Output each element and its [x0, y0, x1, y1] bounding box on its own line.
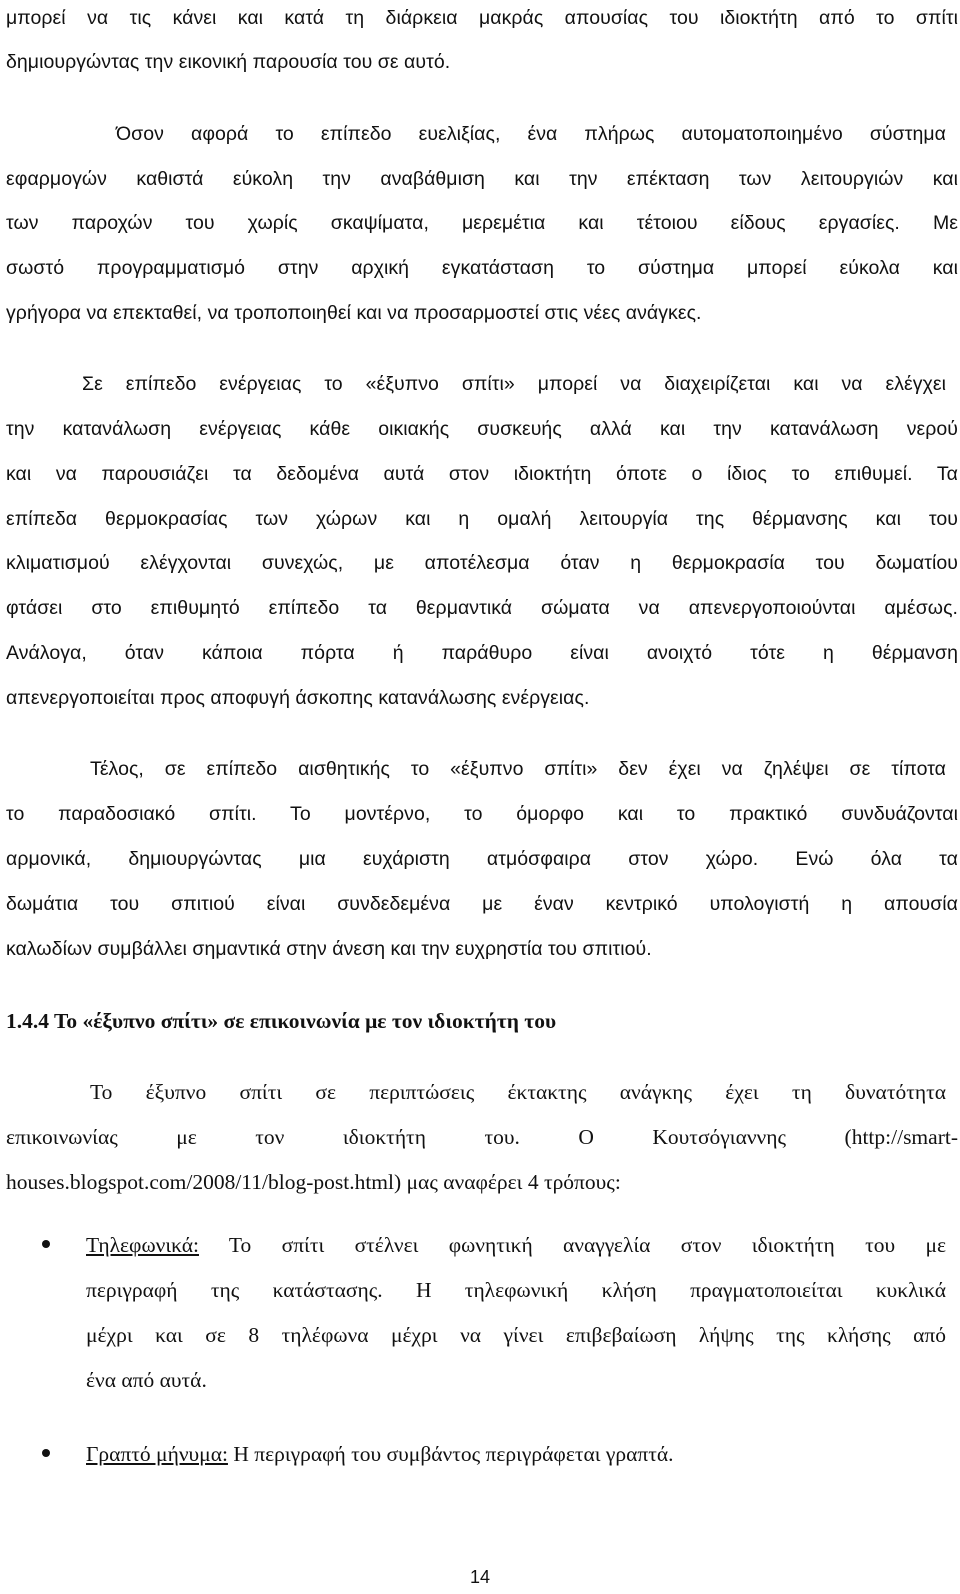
paragraph-line: εφαρμογών καθιστά εύκολη την αναβάθμιση και την επέκταση των λειτουργιών και: [6, 168, 958, 190]
paragraph-line: το παραδοσιακό σπίτι. Το μοντέρνο, το όμορφο και το πρακτικό συνδυάζονται: [6, 803, 958, 825]
paragraph-line: σωστό προγραμματισμό στην αρχική εγκατάσταση το σύστημα μπορεί εύκολα και: [6, 257, 958, 279]
paragraph-line: απενεργοποιείται προς αποφυγή άσκοπης κατανάλωσης ενέργειας.: [6, 687, 590, 709]
bullet-text: Η περιγραφή του συμβάντος περιγράφεται γραπτά.: [227, 1442, 674, 1466]
paragraph-line: houses.blogspot.com/2008/11/blog-post.html) μας αναφέρει 4 τρόπους:: [6, 1170, 621, 1194]
bullet-first-line: [86, 1230, 946, 1260]
paragraph-line: την κατανάλωση ενέργειας κάθε οικιακής συσκευής αλλά και την κατανάλωση νερού: [6, 418, 958, 440]
paragraph-line: και να παρουσιάζει τα δεδομένα αυτά στον ιδιοκτήτη όποτε ο ίδιος το επιθυμεί. Τα: [6, 463, 958, 485]
paragraph-line: δημιουργώντας την εικονική παρουσία του σε αυτό.: [6, 51, 451, 73]
paragraph-line: γρήγορα να επεκταθεί, να τροποποιηθεί και να προσαρμοστεί στις νέες ανάγκες.: [6, 302, 702, 324]
paragraph-line: Όσον αφορά το επίπεδο ευελιξίας, ένα πλήρως αυτοματοποιημένο σύστημα: [116, 123, 946, 145]
paragraph-line: μπορεί να τις κάνει και κατά τη διάρκεια μακράς απουσίας του ιδιοκτήτη από το σπίτι: [6, 7, 958, 29]
bullet-line: μέχρι και σε 8 τηλέφωνα μέχρι να γίνει επιβεβαίωση λήψης της κλήσης από: [86, 1323, 946, 1347]
bullet-dot-icon: [42, 1449, 50, 1457]
paragraph-line: Τέλος, σε επίπεδο αισθητικής το «έξυπνο σπίτι» δεν έχει να ζηλέψει σε τίποτα: [90, 758, 946, 780]
paragraph-line: Το έξυπνο σπίτι σε περιπτώσεις έκτακτης ανάγκης έχει τη δυνατότητα: [90, 1080, 946, 1104]
paragraph-line: Ανάλογα, όταν κάποια πόρτα ή παράθυρο είναι ανοιχτό τότε η θέρμανση: [6, 642, 958, 664]
paragraph-line: επικοινωνίας με τον ιδιοκτήτη του. Ο Κουτσόγιαννης (http://smart-: [6, 1125, 958, 1149]
bullet-dot-icon: [42, 1240, 50, 1248]
paragraph-line: κλιματισμού ελέγχονται συνεχώς, με αποτέλεσμα όταν η θερμοκρασία του δωματίου: [6, 552, 958, 574]
paragraph-line: Σε επίπεδο ενέργειας το «έξυπνο σπίτι» μπορεί να διαχειρίζεται και να ελέγχει: [82, 373, 946, 395]
paragraph-line: δωμάτια του σπιτιού είναι συνδεδεμένα με έναν κεντρικό υπολογιστή η απουσία: [6, 893, 958, 915]
bullet-term: Τηλεφωνικά:: [86, 1233, 199, 1257]
paragraph-line: αρμονικά, δημιουργώντας μια ευχάριστη ατμόσφαιρα στον χώρο. Ενώ όλα τα: [6, 848, 958, 870]
paragraph-line: επίπεδα θερμοκρασίας των χώρων και η ομαλή λειτουργία της θέρμανσης και του: [6, 508, 958, 530]
bullet-first-line: [86, 1439, 946, 1469]
bullet-text: Το σπίτι στέλνει φωνητική αναγγελία στον ιδιοκτήτη του με: [198, 1233, 946, 1257]
bullet-line: ένα από αυτά.: [86, 1368, 207, 1392]
section-heading: 1.4.4 Το «έξυπνο σπίτι» σε επικοινωνία με τον ιδιοκτήτη του: [6, 1009, 557, 1033]
bullet-term: Γραπτό μήνυμα:: [86, 1442, 228, 1466]
bullet-line: περιγραφή της κατάστασης. Η τηλεφωνική κλήση πραγματοποιείται κυκλικά: [86, 1278, 946, 1302]
paragraph-line: φτάσει στο επιθυμητό επίπεδο τα θερμαντικά σώματα να απενεργοποιούνται αμέσως.: [6, 597, 958, 619]
page-number: 14: [469, 1567, 491, 1587]
paragraph-line: καλωδίων συμβάλλει σημαντικά στην άνεση και την ευχρηστία του σπιτιού.: [6, 938, 652, 960]
paragraph-line: των παροχών του χωρίς σκαψίματα, μερεμέτια και τέτοιου είδους εργασίες. Με: [6, 212, 958, 234]
